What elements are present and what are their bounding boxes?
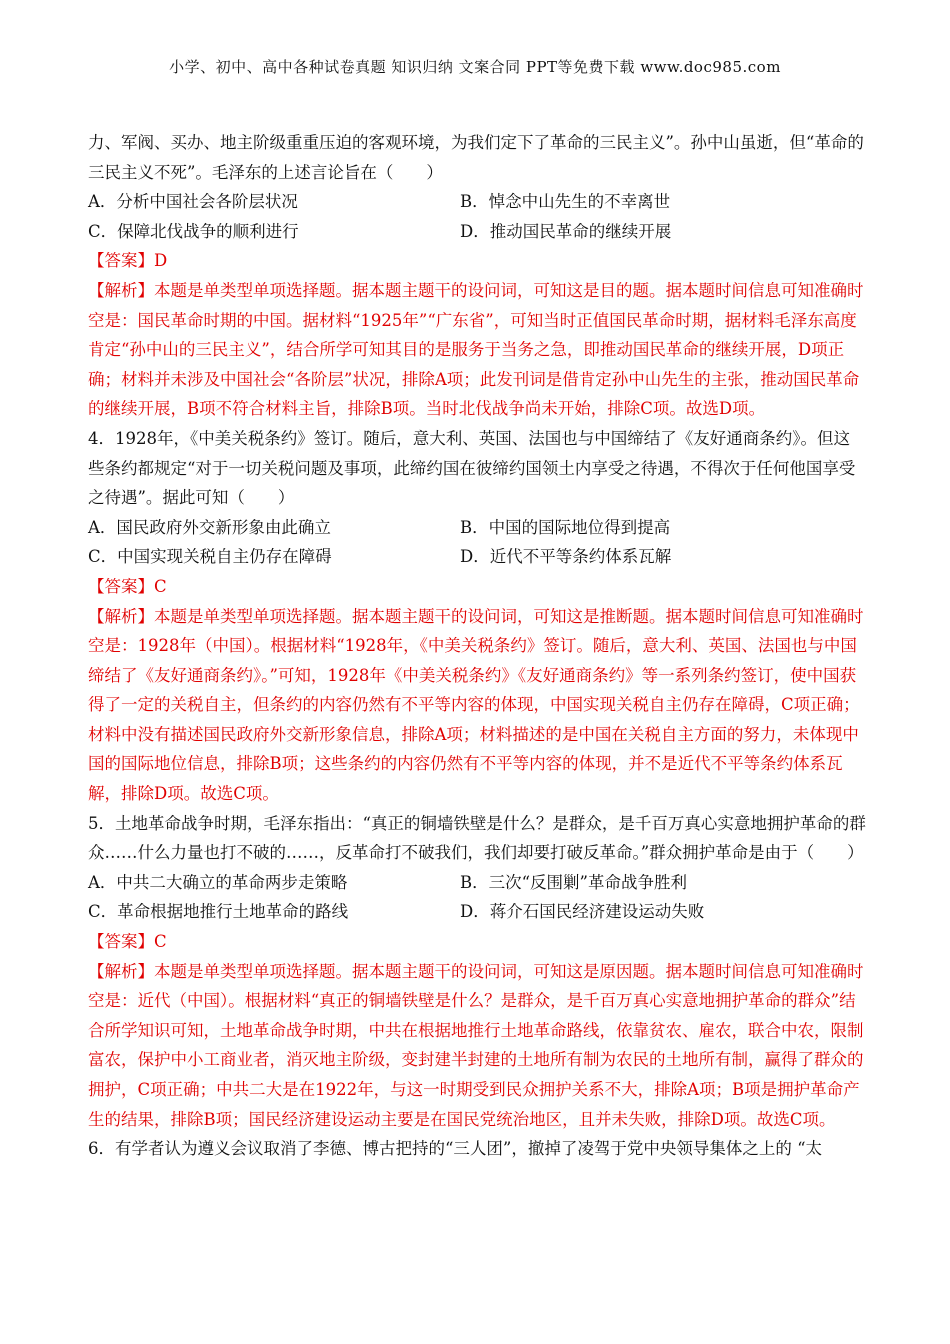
question-4-options — [88, 513, 866, 572]
answer-label: 【答案】 — [88, 576, 154, 596]
answer-line — [88, 572, 866, 602]
answer-line — [88, 927, 866, 957]
option-a: A．中共二大确立的革命两步走策略 — [88, 872, 348, 892]
analysis-label: 【解析】 — [88, 961, 154, 981]
page-header: 小学、初中、高中各种试卷真题 知识归纳 文案合同 PPT等免费下载 www.doc985.com — [169, 58, 781, 76]
question-5-options — [88, 868, 866, 927]
option-c: C．革命根据地推行土地革命的路线 — [88, 902, 349, 922]
analysis-text: 本题是单类型单项选择题。据本题主题干的设问词，可知这是推断题。据本题时间信息可知准确时空是：1928年（中国）。根据材料“1928年，《中美关税条约》签订。随后，意大利、英国、法国也与中国缔结了《友好通商条约》。”可知，1928年《中美关税条约》《友好通商条约》等一系列条约签订，使中国获得了一定的关税自主，但条约的内容仍然有不平等内容的体现，中国实现关税自主仍存在障碍，C项正确；材料中没有描述国民政府外交新形象信息，排除A项；材料描述的是中国在关税自主方面的努力，未体现中国的国际地位信息，排除B项；这些条约的内容仍然有不平等内容的体现，并不是近代不平等条约体系瓦解，排除D项。故选C项。 — [88, 606, 864, 804]
question-4-stem: 4．1928年，《中美关税条约》签订。随后，意大利、英国、法国也与中国缔结了《友好通商条约》。但这些条约都规定“对于一切关税问题及事项，此缔约国在彼缔约国领土内享受之待遇，不得次于任何他国享受之待遇”。据此可知（ ） — [88, 428, 856, 508]
option-a: A．分析中国社会各阶层状况 — [88, 192, 298, 212]
option-b: B．中国的国际地位得到提高 — [460, 517, 671, 537]
answer-label: 【答案】 — [88, 932, 154, 952]
analysis-paragraph — [88, 602, 866, 809]
option-b: B．悼念中山先生的不幸离世 — [460, 192, 671, 212]
option-d: D．蒋介石国民经济建设运动失败 — [460, 902, 705, 922]
analysis-paragraph — [88, 276, 866, 424]
question-3-options — [88, 187, 866, 246]
question-5-stem: 5．土地革命战争时期，毛泽东指出：“真正的铜墙铁壁是什么？是群众，是千百万真心实意地拥护革命的群众……什么力量也打不破的……，反革命打不破我们，我们却要打破反革命。”群众拥护革命是由于（ ） — [88, 813, 866, 863]
question-3-continuation: 力、军阀、买办、地主阶级重重压迫的客观环境，为我们定下了革命的三民主义”。孙中山虽逝，但“革命的三民主义不死”。毛泽东的上述言论旨在（ ） — [88, 133, 864, 182]
option-d: D．推动国民革命的继续开展 — [460, 221, 672, 241]
option-c: C．中国实现关税自主仍存在障碍 — [88, 547, 332, 567]
answer-line — [88, 246, 866, 276]
analysis-paragraph — [88, 957, 866, 1135]
answer-value: C — [154, 576, 167, 596]
analysis-label: 【解析】 — [88, 280, 154, 300]
analysis-text: 本题是单类型单项选择题。据本题主题干的设问词，可知这是原因题。据本题时间信息可知准确时空是：近代（中国）。根据材料“真正的铜墙铁壁是什么？是群众，是千百万真心实意地拥护革命的群众”结合所学知识可知，土地革命战争时期，中共在根据地推行土地革命路线，依靠贫农、雇农，联合中农，限制富农，保护中小工商业者，消灭地主阶级，变封建半封建的土地所有制为农民的土地所有制，赢得了群众的拥护，C项正确；中共二大是在1922年，与这一时期受到民众拥护关系不大，排除A项；B项是拥护革命产生的结果，排除B项；国民经济建设运动主要是在国民党统治地区，且并未失败，排除D项。故选C项。 — [88, 961, 864, 1129]
option-d: D．近代不平等条约体系瓦解 — [460, 547, 672, 567]
option-b: B．三次“反围剿”革命战争胜利 — [460, 872, 687, 892]
answer-value: D — [154, 251, 168, 271]
answer-label: 【答案】 — [88, 251, 154, 271]
analysis-label: 【解析】 — [88, 606, 154, 626]
exam-content — [88, 128, 866, 1164]
option-a: A．国民政府外交新形象由此确立 — [88, 517, 331, 537]
answer-value: C — [154, 932, 167, 952]
option-c: C．保障北伐战争的顺利进行 — [88, 221, 299, 241]
analysis-text: 本题是单类型单项选择题。据本题主题干的设问词，可知这是目的题。据本题时间信息可知准确时空是：国民革命时期的中国。据材料“1925年”“广东省”，可知当时正值国民革命时期，据材料毛泽东高度肯定“孙中山的三民主义”，结合所学可知其目的是服务于当务之急，即推动国民革命的继续开展，D项正确；材料并未涉及中国社会“各阶层”状况，排除A项；此发刊词是借肯定孙中山先生的主张，推动国民革命的继续开展，B项不符合材料主旨，排除B项。当时北伐战争尚未开始，排除C项。故选D项。 — [88, 280, 864, 419]
question-6-stem: 6．有学者认为遵义会议取消了李德、博古把持的“三人团”，撤掉了凌驾于党中央领导集体之上的 “太 — [88, 1139, 823, 1159]
